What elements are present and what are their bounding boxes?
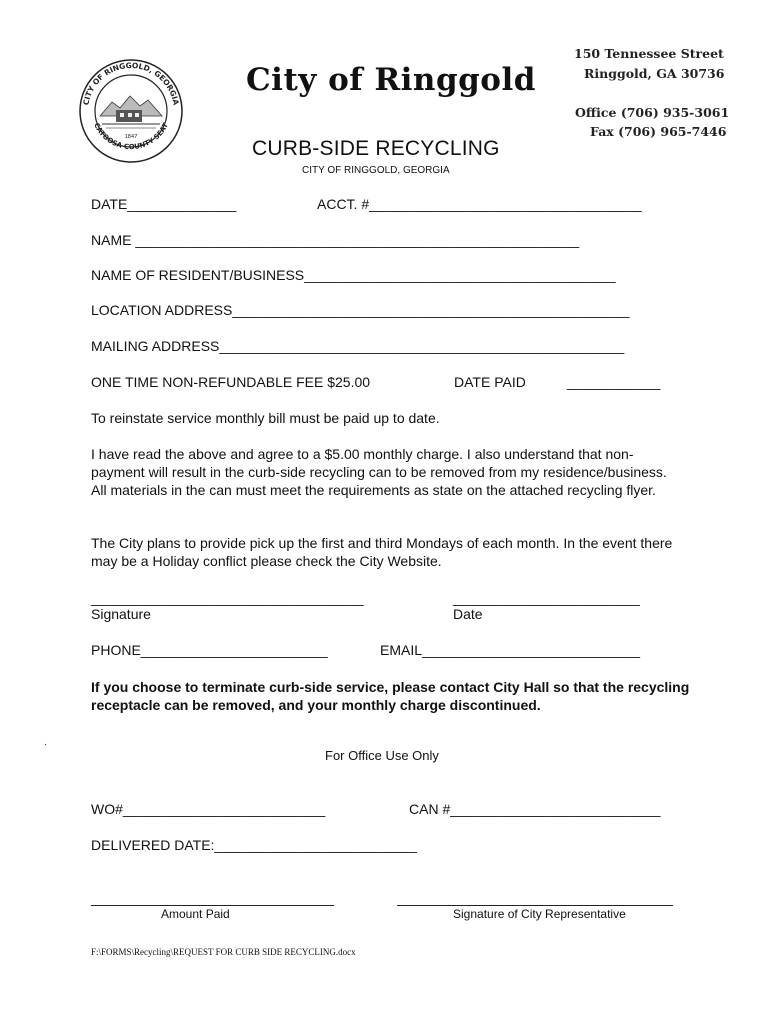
city-rep-signature-line[interactable] (397, 905, 673, 906)
address-city: Ringgold, GA 30736 (584, 66, 725, 81)
reinstate-notice: To reinstate service monthly bill must be paid up to date. (91, 410, 440, 426)
email-field[interactable]: EMAIL____________________________ (380, 642, 641, 658)
mailing-address-field[interactable]: MAILING ADDRESS____________________________________________________ (91, 338, 625, 354)
seal-year: 1847 (124, 134, 138, 140)
signature-label: Signature (91, 606, 151, 622)
file-path-footer: F:\FORMS\Recycling\REQUEST FOR CURB SIDE RECYCLING.docx (91, 947, 356, 957)
fee-label: ONE TIME NON-REFUNDABLE FEE $25.00 (91, 374, 371, 390)
form-subtitle: CITY OF RINGGOLD, GEORGIA (302, 165, 450, 176)
signature-date-line[interactable]: ________________________ (453, 590, 640, 606)
location-address-field[interactable]: LOCATION ADDRESS___________________________________________________ (91, 302, 630, 318)
signature-date-label: Date (453, 606, 483, 622)
delivered-date-field[interactable]: DELIVERED DATE:__________________________ (91, 837, 417, 853)
form-title: CURB-SIDE RECYCLING (252, 137, 500, 160)
fax-number: Fax (706) 965-7446 (590, 124, 727, 139)
city-title: City of Ringgold (246, 62, 536, 98)
termination-notice: If you choose to terminate curb-side service, please contact City Hall so that the recycling receptacle can be removed, and your monthly charge discontinued. (91, 679, 690, 713)
svg-text:CITY OF RINGGOLD, GEORGIA: CITY OF RINGGOLD, GEORGIA (81, 60, 181, 106)
office-phone: Office (706) 935-3061 (575, 105, 730, 120)
resident-business-field[interactable]: NAME OF RESIDENT/BUSINESS________________________________________ (91, 267, 616, 283)
account-number-field[interactable]: ACCT. #___________________________________ (317, 196, 642, 212)
office-use-heading: For Office Use Only (325, 748, 439, 763)
amount-paid-label: Amount Paid (161, 907, 230, 921)
work-order-field[interactable]: WO#__________________________ (91, 801, 326, 817)
can-number-field[interactable]: CAN #___________________________ (409, 801, 661, 817)
amount-paid-line[interactable] (91, 905, 334, 906)
phone-field[interactable]: PHONE________________________ (91, 642, 328, 658)
city-rep-signature-label: Signature of City Representative (453, 907, 626, 921)
signature-line[interactable]: ___________________________________ (91, 590, 364, 606)
date-paid-field[interactable]: ____________ (567, 374, 661, 390)
city-seal-logo (78, 58, 184, 164)
date-paid-label: DATE PAID (454, 374, 526, 390)
address-street: 150 Tennessee Street (574, 46, 724, 61)
pickup-schedule-paragraph: The City plans to provide pick up the first and third Mondays of each month. In the event there may be a Holiday conflict please check the City Website. (91, 535, 673, 569)
agreement-paragraph: I have read the above and agree to a $5.00 monthly charge. I also understand that non-payment will result in the curb-side recycling can to be removed from my residence/business. All materials in the can must meet the requirements as state on the attached recycling flyer. (91, 446, 667, 498)
name-field[interactable]: NAME _________________________________________________________ (91, 232, 580, 248)
svg-text:CATOOSA COUNTY SEAT: CATOOSA COUNTY SEAT (92, 121, 170, 152)
date-field[interactable]: DATE______________ (91, 196, 237, 212)
stray-dot: . (44, 737, 47, 748)
